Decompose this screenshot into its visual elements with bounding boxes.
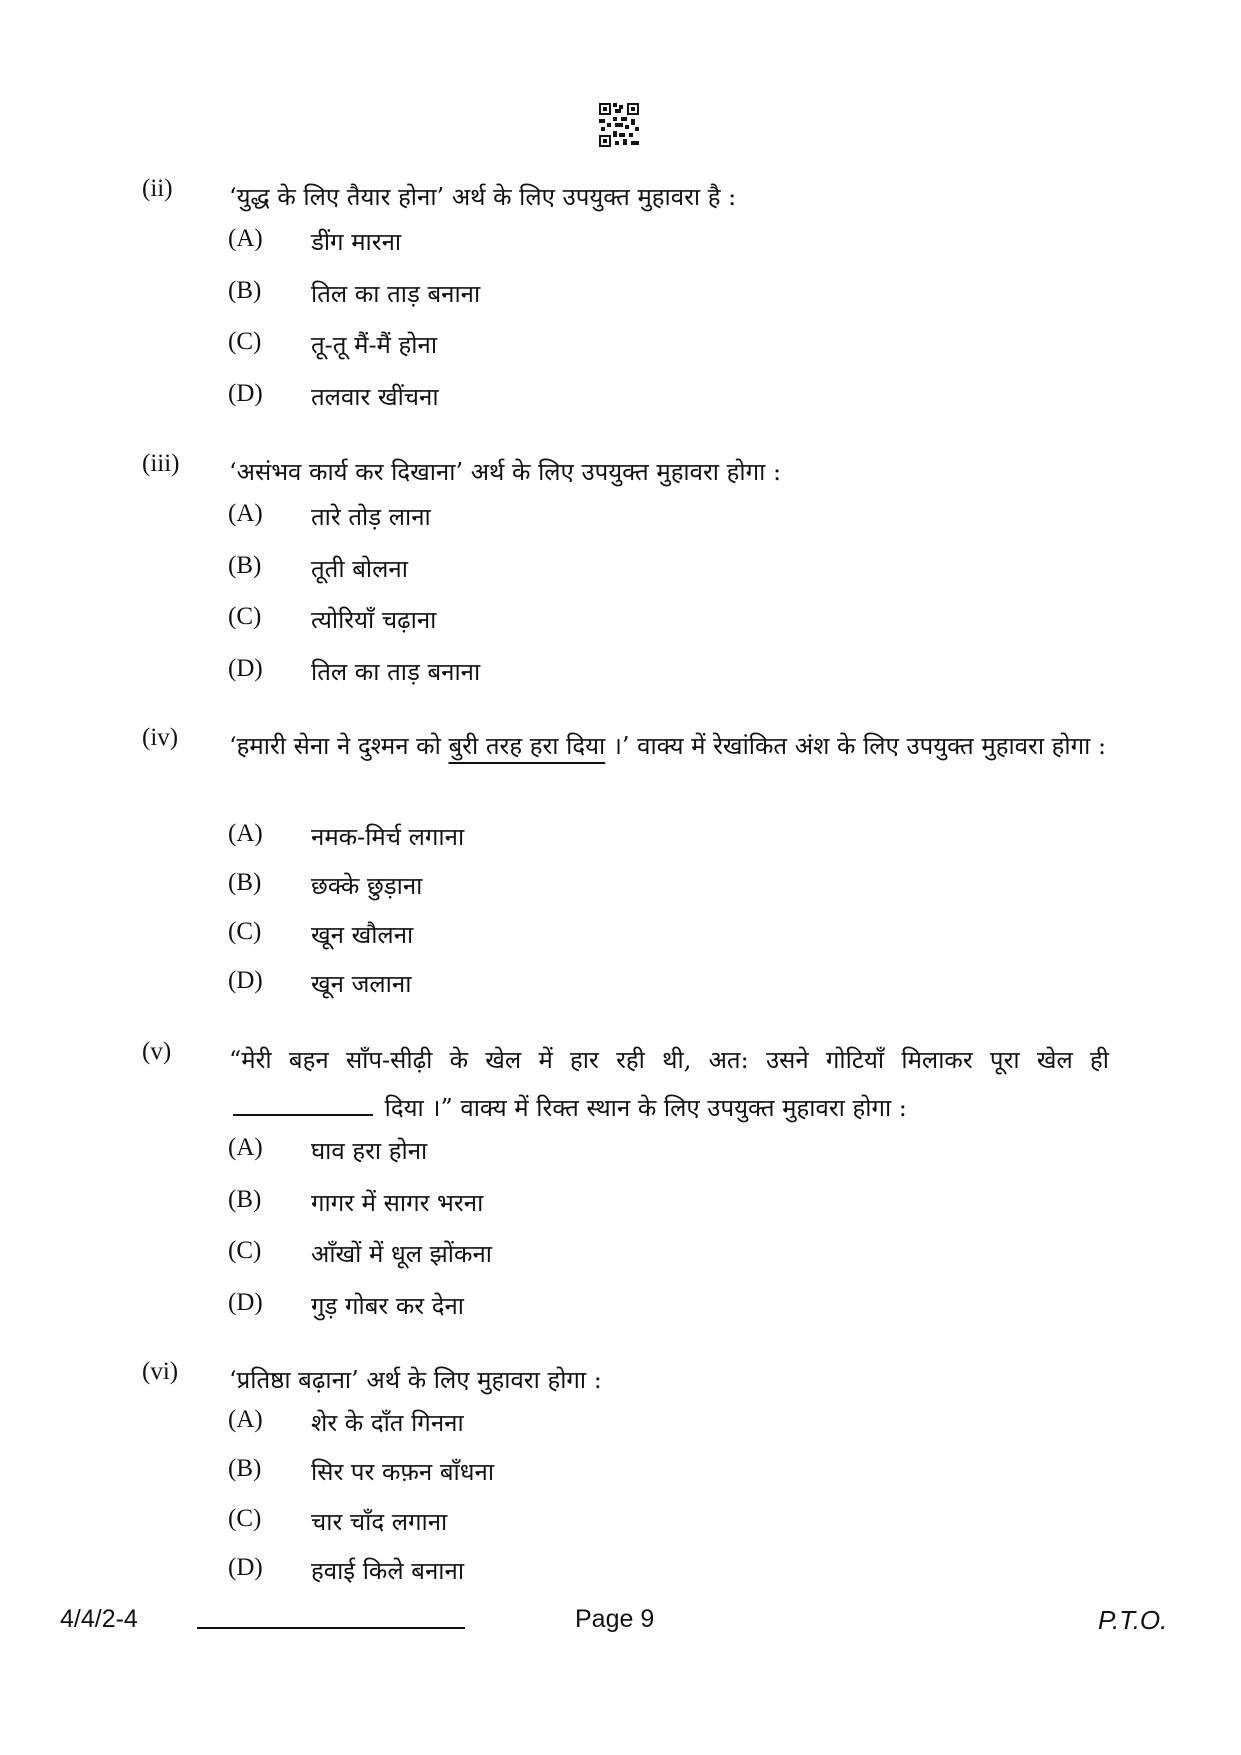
option-label: (D) (228, 1289, 263, 1316)
option-d (0, 1554, 1241, 1594)
question-text: ‘असंभव कार्य कर दिखाना’ अर्थ के लिए उपयुक्त मुहावरा होगा : (229, 458, 782, 486)
option-a (0, 820, 1241, 860)
page-number: Page 9 (575, 1605, 655, 1633)
option-text: सिर पर कफ़न बाँधना (311, 1458, 495, 1486)
option-c (0, 918, 1241, 958)
page-footer (0, 1605, 1241, 1645)
option-b (0, 1455, 1241, 1495)
option-label: (B) (228, 869, 262, 896)
option-label: (A) (228, 1406, 263, 1433)
option-text: तूती बोलना (311, 555, 408, 583)
option-b (0, 552, 1241, 592)
option-label: (C) (228, 603, 262, 630)
option-text: हवाई किले बनाना (311, 1557, 465, 1585)
question-text-part: “मेरी बहन साँप-सीढ़ी के खेल में हार रही थी, अत: उसने गोटियाँ मिलाकर पूरा खेल ही (229, 1046, 1109, 1074)
option-a (0, 1406, 1241, 1446)
option-label: (C) (228, 1237, 262, 1264)
option-label: (A) (228, 225, 263, 252)
option-c (0, 328, 1241, 368)
question-text-part: ।’ वाक्य में रेखांकित अंश के लिए उपयुक्त मुहावरा होगा : (605, 732, 1107, 760)
option-text: छक्के छुड़ाना (311, 872, 423, 900)
question-number: (iv) (142, 724, 179, 751)
option-text: चार चाँद लगाना (311, 1508, 448, 1536)
option-label: (D) (228, 967, 263, 994)
question-text (229, 722, 1109, 770)
option-d (0, 1289, 1241, 1329)
option-text: तलवार खींचना (311, 383, 439, 411)
pto-label: P.T.O. (1098, 1605, 1168, 1635)
option-text: तिल का ताड़ बनाना (311, 280, 481, 308)
option-label: (C) (228, 918, 262, 945)
option-c (0, 1505, 1241, 1545)
question-text-part: दिया ।” वाक्य में रिक्त स्थान के लिए उपयुक्त मुहावरा होगा : (384, 1094, 907, 1122)
option-label: (B) (228, 277, 262, 304)
paper-code: 4/4/2-4 (60, 1605, 138, 1633)
option-label: (C) (228, 1505, 262, 1532)
option-c (0, 603, 1241, 643)
question-number: (vi) (142, 1358, 179, 1385)
option-label: (D) (228, 380, 263, 407)
qr-code-icon (599, 103, 639, 147)
option-text: शेर के दाँत गिनना (311, 1409, 464, 1437)
option-label: (A) (228, 820, 263, 847)
option-text: त्योरियाँ चढ़ाना (311, 606, 437, 634)
option-b (0, 277, 1241, 317)
option-text: डींग मारना (311, 228, 402, 256)
question-number: (ii) (142, 175, 173, 202)
option-d (0, 967, 1241, 1007)
option-text: गुड़ गोबर कर देना (311, 1292, 465, 1320)
fill-in-blank (233, 1090, 373, 1116)
option-label: (B) (228, 1186, 262, 1213)
option-a (0, 500, 1241, 540)
underlined-phrase: बुरी तरह हरा दिया (448, 732, 606, 760)
option-text: खून खौलना (311, 921, 414, 949)
option-label: (B) (228, 1455, 262, 1482)
option-text: घाव हरा होना (311, 1137, 428, 1165)
option-text: तू-तू मैं-मैं होना (311, 331, 438, 359)
option-text: तारे तोड़ लाना (311, 503, 431, 531)
option-text: आँखों में धूल झोंकना (311, 1240, 492, 1268)
option-a (0, 225, 1241, 265)
option-c (0, 1237, 1241, 1277)
option-label: (D) (228, 655, 263, 682)
option-text: खून जलाना (311, 970, 412, 998)
question-text: ‘प्रतिष्ठा बढ़ाना’ अर्थ के लिए मुहावरा होगा : (229, 1366, 602, 1394)
option-text: तिल का ताड़ बनाना (311, 658, 481, 686)
question-text-part: ‘हमारी सेना ने दुश्मन को (229, 732, 449, 760)
footer-rule (197, 1627, 465, 1629)
question-number: (v) (142, 1038, 172, 1065)
option-label: (B) (228, 552, 262, 579)
option-d (0, 655, 1241, 695)
question-number: (iii) (142, 450, 180, 477)
option-text: नमक-मिर्च लगाना (311, 823, 465, 851)
option-b (0, 869, 1241, 909)
option-label: (D) (228, 1554, 263, 1581)
option-d (0, 380, 1241, 420)
option-a (0, 1134, 1241, 1174)
option-text: गागर में सागर भरना (311, 1189, 484, 1217)
option-b (0, 1186, 1241, 1226)
question-text: ‘युद्ध के लिए तैयार होना’ अर्थ के लिए उपयुक्त मुहावरा है : (229, 183, 737, 211)
option-label: (C) (228, 328, 262, 355)
option-label: (A) (228, 500, 263, 527)
option-label: (A) (228, 1134, 263, 1161)
question-text (229, 1036, 1109, 1132)
